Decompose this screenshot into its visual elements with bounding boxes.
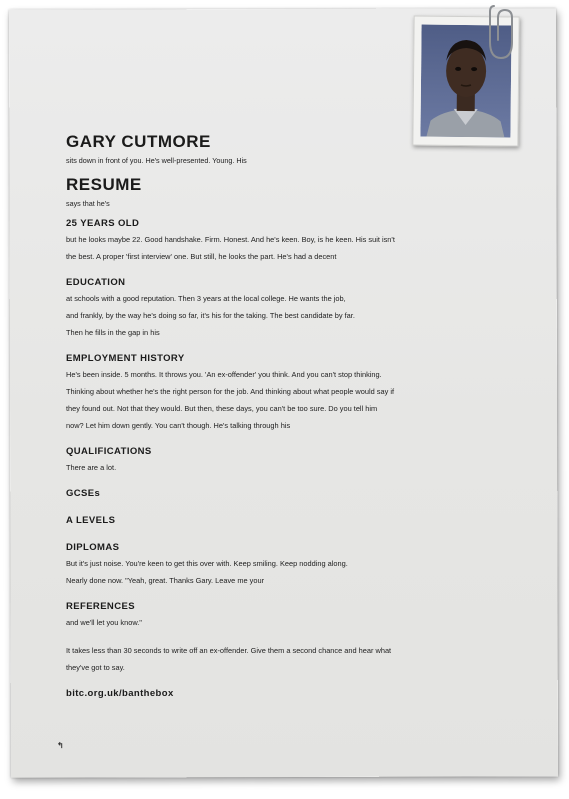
employment-text-4: now? Let him down gently. You can't though. He's talking through his <box>66 421 291 430</box>
references-text: and we'll let you know." <box>66 618 142 627</box>
age-heading: 25 YEARS OLD <box>66 218 140 229</box>
education-heading: EDUCATION <box>66 277 126 288</box>
education-text-2: and frankly, by the way he's doing so far, it's his for the taking. The best candidate by far. <box>66 311 355 320</box>
employment-text-1: He's been inside. 5 months. It throws you. 'An ex-offender' you think. And you can't stop thinking. <box>66 370 382 379</box>
diplomas-text-1: But it's just noise. You're keen to get this over with. Keep smiling. Keep nodding along. <box>66 559 348 568</box>
references-heading: REFERENCES <box>66 601 135 612</box>
age-text-1: but he looks maybe 22. Good handshake. Firm. Honest. And he's keen. Boy, is he keen. His suit isn't <box>66 235 395 244</box>
closing-text-2: they've got to say. <box>66 663 125 672</box>
resume-heading: RESUME <box>66 175 142 194</box>
resume-content <box>66 132 436 701</box>
employment-heading: EMPLOYMENT HISTORY <box>66 353 185 364</box>
candidate-name: GARY CUTMORE <box>66 132 211 151</box>
alevels-heading: A LEVELS <box>66 515 116 526</box>
employment-text-2: Thinking about whether he's the right person for the job. And thinking about what people would say if <box>66 387 395 396</box>
paperclip-icon <box>486 2 516 64</box>
education-text-3: Then he fills in the gap in his <box>66 328 160 337</box>
diplomas-text-2: Nearly done now. "Yeah, great. Thanks Gary. Leave me your <box>66 576 265 585</box>
closing-text-1: It takes less than 30 seconds to write off an ex-offender. Give them a second chance and hear what <box>66 646 392 655</box>
campaign-url[interactable]: bitc.org.uk/banthebox <box>66 688 174 699</box>
qualifications-heading: QUALIFICATIONS <box>66 446 152 457</box>
age-text-2: the best. A proper 'first interview' one. But still, he looks the part. He's had a decent <box>66 252 337 261</box>
intro-text: sits down in front of you. He's well-presented. Young. His <box>66 156 247 165</box>
education-text-1: at schools with a good reputation. Then 3 years at the local college. He wants the job, <box>66 294 346 303</box>
resume-line: says that he's <box>66 199 110 208</box>
diplomas-heading: DIPLOMAS <box>66 542 120 553</box>
qualifications-text: There are a lot. <box>66 463 117 472</box>
gcses-heading: GCSEs <box>66 488 101 499</box>
footer-mark: ↰ <box>57 741 64 750</box>
employment-text-3: they found out. Not that they would. But then, these days, you can't be too sure. Do you tell him <box>66 404 378 413</box>
